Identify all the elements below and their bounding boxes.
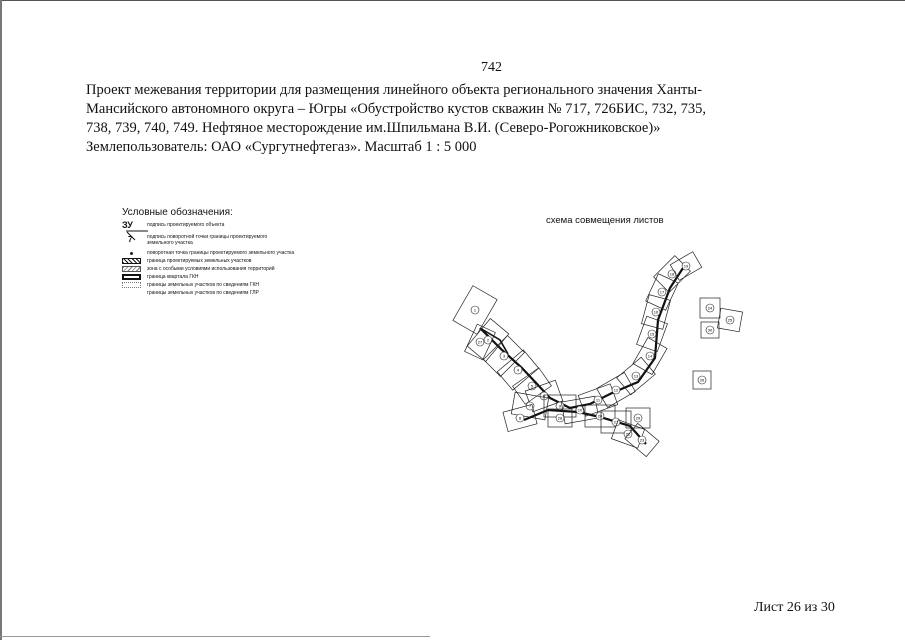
sheet-label: 30 bbox=[707, 327, 713, 333]
quarter-boundary-icon bbox=[122, 274, 141, 280]
sheet-label: 14 bbox=[647, 353, 653, 359]
sheet-label: 15 bbox=[649, 331, 655, 337]
legend-item: ЗУ подпись проектируемого объекта bbox=[122, 220, 225, 230]
sheet-label: 10 bbox=[577, 407, 583, 413]
sheet-label: 23 bbox=[639, 437, 645, 443]
sheet-label: 25 bbox=[727, 317, 733, 323]
sheet-label: 24 bbox=[707, 305, 713, 311]
legend-title: Условные обозначения: bbox=[122, 207, 233, 218]
sheet-label: 29 bbox=[635, 415, 641, 421]
zu-symbol: ЗУ bbox=[122, 220, 133, 230]
point-label-symbol: 7 bbox=[128, 235, 133, 244]
sheet-label: 8 bbox=[518, 415, 522, 421]
scan-edge-top bbox=[0, 0, 905, 1]
sheet-label: 6 bbox=[542, 393, 546, 399]
sheet-frame bbox=[585, 405, 615, 427]
sheet-label: 13 bbox=[633, 373, 639, 379]
legend-item: поворотная точка границы проектируемого земельного участка bbox=[122, 250, 422, 256]
hatched-boundary-icon bbox=[122, 258, 141, 264]
sheet-label: 7 bbox=[528, 403, 532, 409]
sheet-label: 27 bbox=[477, 339, 483, 345]
legend-item: граница квартала ГКН bbox=[122, 274, 422, 280]
sheet-frame bbox=[701, 322, 719, 338]
sheet-label: 3 bbox=[502, 353, 506, 359]
sheet-label: 9 bbox=[558, 403, 562, 409]
sheet-frame bbox=[453, 286, 497, 335]
sheet-label: 16 bbox=[653, 309, 659, 315]
sheet-frames bbox=[453, 252, 743, 457]
sheet-frame bbox=[693, 371, 711, 389]
sheet-label: 20 bbox=[597, 413, 603, 419]
sheet-counter: Лист 26 из 30 bbox=[754, 600, 835, 615]
sheet-frame bbox=[611, 420, 644, 448]
sheet-label: 19 bbox=[683, 263, 689, 269]
sheet-label: 17 bbox=[659, 289, 665, 295]
sheet-label: 18 bbox=[669, 271, 675, 277]
sheet-frame bbox=[637, 316, 668, 352]
title-line: 738, 739, 740, 749. Нефтяное месторождение им.Шпильмана В.И. (Северо-Рогожниковское)» bbox=[86, 120, 661, 136]
map-legend bbox=[122, 207, 422, 298]
sheet-label: 2 bbox=[486, 337, 490, 343]
zone-icon bbox=[122, 266, 141, 272]
gkn-parcel-icon bbox=[122, 282, 141, 288]
scan-edge-left bbox=[0, 0, 2, 640]
document-title bbox=[86, 81, 746, 157]
zu-pointer-icon bbox=[124, 228, 154, 242]
sheet-label: 1 bbox=[473, 307, 477, 313]
sheet-layout-scheme bbox=[440, 230, 760, 470]
sheet-frame bbox=[717, 308, 742, 332]
legend-item: границы земельных участков по сведениям ГЛР bbox=[147, 290, 259, 296]
legend-item: зона с особыми условиями использования территорий bbox=[122, 266, 422, 272]
title-line: Проект межевания территории для размещения линейного объекта регионального значения Ханты- bbox=[86, 82, 702, 98]
legend-item: границы земельных участков по сведениям ГКН bbox=[122, 282, 422, 288]
sheet-frame bbox=[646, 271, 679, 310]
sheet-frame bbox=[700, 298, 720, 318]
sheet-label: 5 bbox=[530, 383, 534, 389]
legend-item: граница проектируемых земельных участков bbox=[122, 258, 422, 264]
schema-title: схема совмещения листов bbox=[546, 215, 664, 226]
sheet-label: 28 bbox=[557, 415, 563, 421]
sheet-label: 26 bbox=[699, 377, 705, 383]
sheet-frame bbox=[633, 338, 667, 375]
page-number: 742 bbox=[481, 60, 502, 75]
sheet-frame bbox=[597, 372, 636, 407]
sheet-label: 11 bbox=[595, 397, 601, 403]
sheet-label: 22 bbox=[625, 431, 631, 437]
title-line: Мансийского автономного округа – Югры «Обустройство кустов скважин № 717, 726БИС, 732, 735, bbox=[86, 101, 706, 117]
sheet-label: 4 bbox=[516, 367, 520, 373]
title-line: Землепользователь: ОАО «Сургутнефтегаз». Масштаб 1 : 5 000 bbox=[86, 139, 477, 155]
legend-item: 7 подпись поворотной точки границы проектируемого земельного участка bbox=[128, 234, 268, 246]
scan-edge-bottom bbox=[0, 636, 430, 637]
sheet-label: 21 bbox=[613, 419, 619, 425]
sheet-frame bbox=[601, 411, 631, 433]
sheet-label: 12 bbox=[613, 387, 619, 393]
turning-point-icon bbox=[130, 252, 133, 255]
